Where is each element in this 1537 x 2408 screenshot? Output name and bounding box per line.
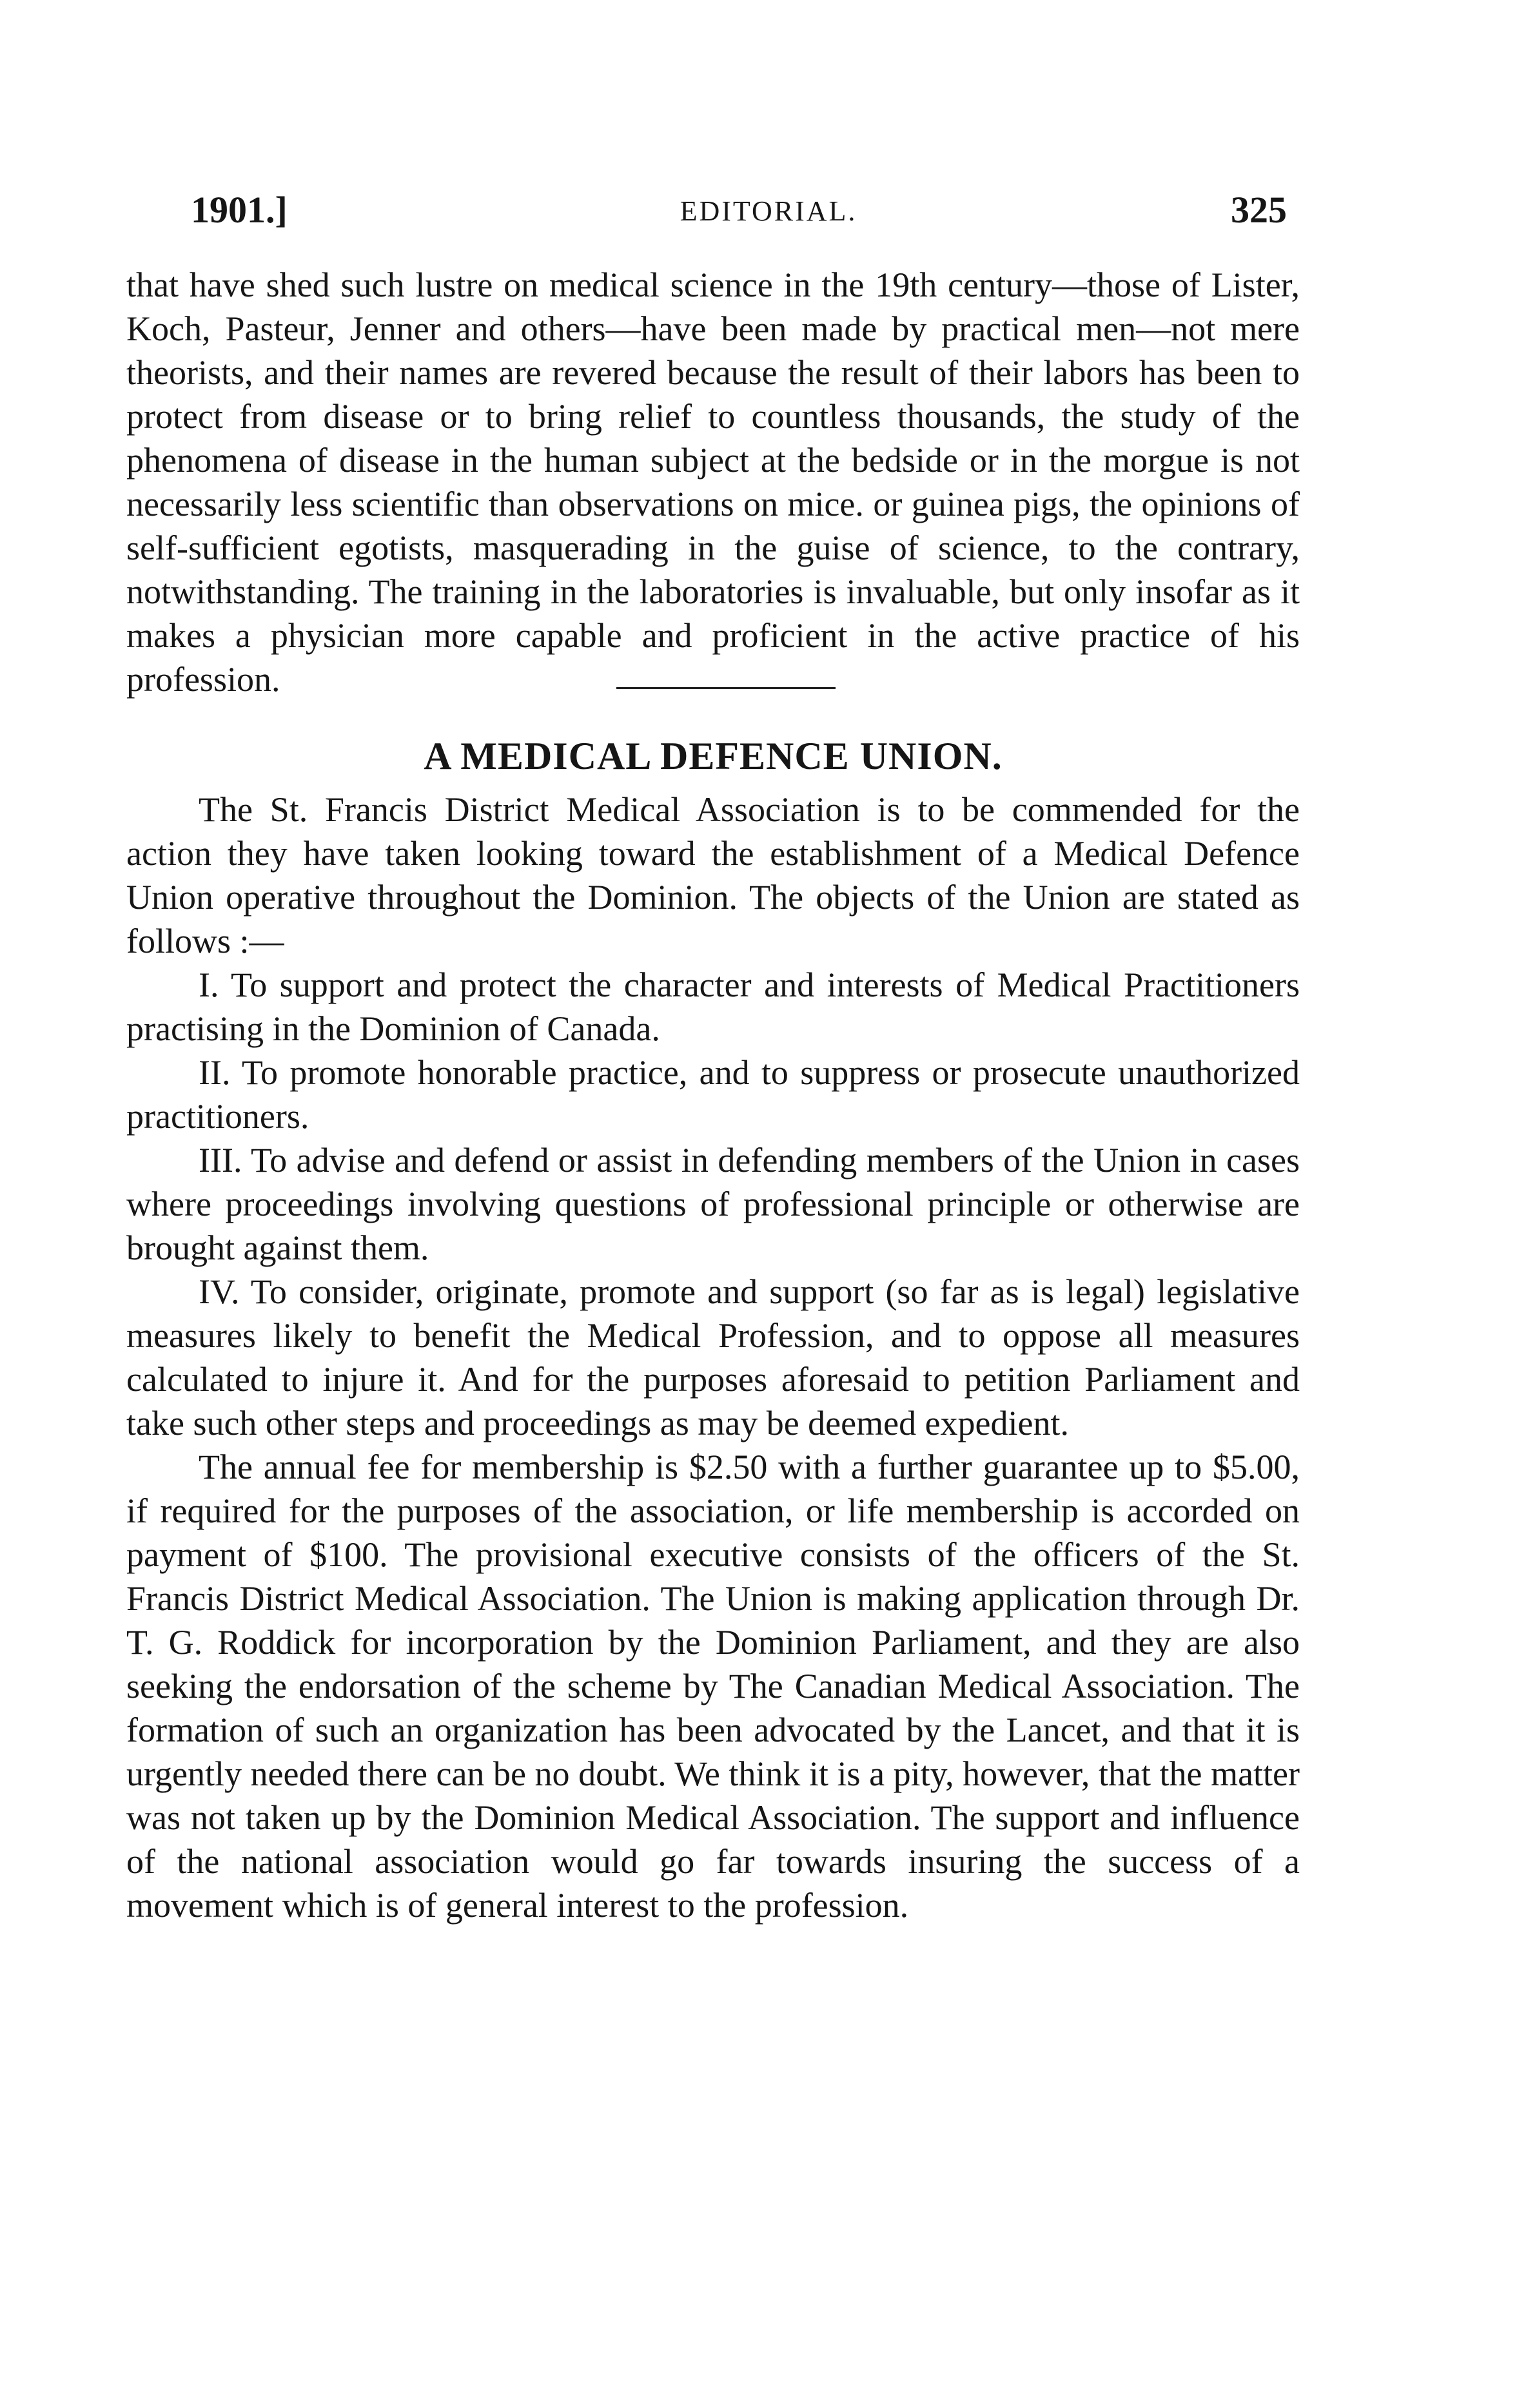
object-item-4: IV. To consider, originate, promote and support (so far as is legal) legislative measures likely to benefit the Medical Profession, and to oppose all measures calculated to injure it. And for the purposes aforesaid to petition Parliament and take such other steps and proceedings as may be deemed expedient.: [126, 1272, 1300, 1442]
object-item-3: III. To advise and defend or assist in defending members of the Union in cases where proceedings involving questions of professional principle or otherwise are brought against them.: [126, 1141, 1300, 1267]
section-divider-wrap: [126, 701, 1300, 712]
object-item-2: II. To promote honorable practice, and to suppress or prosecute unauthorized practitioners.: [126, 1053, 1300, 1136]
page-body: [126, 263, 1300, 1927]
paragraph-membership: The annual fee for membership is $2.50 with a further guarantee up to $5.00, if required for the purposes of the association, or life membership is accorded on payment of $100. The provisional executive consists of the officers of the St. Francis District Medical Association. The Union is making application through Dr. T. G. Roddick for incorporation by the Dominion Parliament, and they are also seeking the endorsation of the scheme by The Canadian Medical Association. The formation of such an organization has been advocated by the Lancet, and that it is urgently needed there can be no doubt. We think it is a pity, however, that the matter was not taken up by the Dominion Medical Association. The support and influence of the national association would go far towards insuring the success of a movement which is of general interest to the profession.: [126, 1448, 1300, 1925]
page-number: 325: [1231, 189, 1287, 231]
section-divider: [616, 687, 836, 689]
running-title: EDITORIAL.: [680, 195, 857, 227]
header-year: 1901.]: [191, 189, 288, 231]
intro-paragraph: that have shed such lustre on medical science in the 19th century—those of Lister, Koch, Pasteur, Jenner and others—have been made by practical men—not mere theorists, and their names are revered because the result of their labors has been to protect from disease or to bring relief to countless thousands, the study of the phenomena of disease in the human subject at the bedside or in the morgue is not necessarily less scientific than observations on mice. or guinea pigs, the opinions of self-sufficient egotists, masquerading in the guise of science, to the contrary, notwithstanding. The training in the laboratories is invaluable, but only insofar as it makes a physician more capable and proficient in the active practice of his profession.: [126, 266, 1300, 699]
object-item-1: I. To support and protect the character and interests of Medical Practitioners practising in the Dominion of Canada.: [126, 966, 1300, 1048]
paragraph-commendation: The St. Francis District Medical Association is to be commended for the action they have taken looking toward the establishment of a Medical Defence Union operative throughout the Dominion. The objects of the Union are stated as follows :—: [126, 790, 1300, 960]
section-title: A MEDICAL DEFENCE UNION.: [424, 735, 1003, 777]
page-header: [0, 188, 1537, 240]
